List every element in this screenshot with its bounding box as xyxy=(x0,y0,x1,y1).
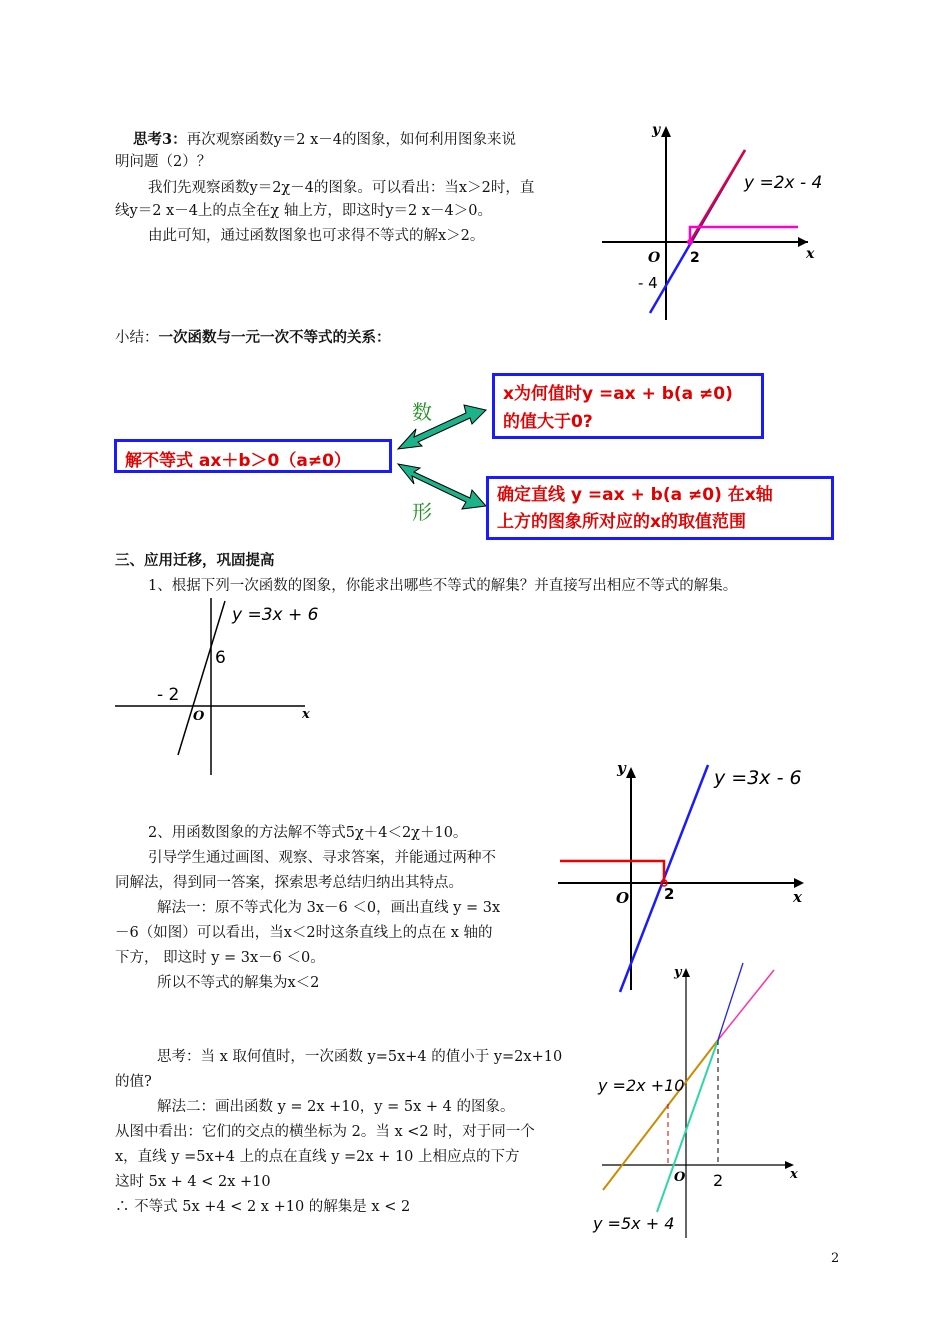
line-equation: y =2x - 4 xyxy=(744,173,823,193)
y-tick-6: 6 xyxy=(215,648,226,668)
origin-label: O xyxy=(674,1170,686,1185)
think-line5: x，直线 y =5x+4 上的点在直线 y =2x + 10 上相应点的下方 xyxy=(115,1149,520,1165)
observe-line1: 我们先观察函数y＝2χ－4的图象。可以看出：当x＞2时，直 xyxy=(148,180,535,196)
origin-label: O xyxy=(193,709,205,724)
q2-line6: 下方， 即这时 y = 3x－6 ＜0。 xyxy=(115,950,325,966)
x-tick-2: 2 xyxy=(690,250,700,266)
x-tick-2: 2 xyxy=(713,1171,724,1190)
think-line7: ∴ 不等式 5x +4 < 2 x +10 的解集是 x < 2 xyxy=(115,1199,411,1215)
line-2x-plus-10 xyxy=(603,1040,718,1190)
x-label: x xyxy=(806,246,815,262)
y-label: y xyxy=(652,122,661,138)
conclusion-line: 由此可知，通过函数图象也可求得不等式的解x＞2。 xyxy=(148,228,485,244)
page-number: 2 xyxy=(831,1251,840,1266)
summary: 小结：一次函数与一元一次不等式的关系： xyxy=(115,329,391,346)
y-label: y xyxy=(617,759,626,777)
origin-label: O xyxy=(616,889,630,907)
label-number: 数 xyxy=(412,400,432,424)
observe-line2: 线y＝2 x－4上的点全在χ 轴上方，即这时y＝2 x－4＞0。 xyxy=(115,203,492,219)
q2-line1: 2、用函数图象的方法解不等式5χ＋4＜2χ＋10。 xyxy=(148,825,468,841)
line-5x-plus-4 xyxy=(657,1040,718,1212)
section3-heading: 三、应用迁移，巩固提高 xyxy=(115,552,275,569)
q2-line7: 所以不等式的解集为x＜2 xyxy=(157,975,320,991)
y-label: y xyxy=(674,965,682,980)
label-2x-plus-10: y =2x +10 xyxy=(598,1076,685,1095)
x-tick-2: 2 xyxy=(664,885,675,903)
think3-line1: 思考3：再次观察函数y＝2 x－4的图象，如何利用图象来说 xyxy=(133,131,517,148)
line-equation: y =3x - 6 xyxy=(714,767,802,789)
label-shape: 形 xyxy=(412,500,432,524)
x-tick-neg2: - 2 xyxy=(157,685,180,705)
think-line1: 思考：当 x 取何值时，一次函数 y=5x+4 的值小于 y=2x+10 xyxy=(157,1049,563,1065)
x-label: x xyxy=(793,888,802,906)
line-equation: y =3x + 6 xyxy=(232,605,319,625)
think-line4: 从图中看出：它们的交点的横坐标为 2。当 x <2 时，对于同一个 xyxy=(115,1124,535,1140)
q2-line3: 同解法，得到同一答案，探索思考总结归纳出其特点。 xyxy=(115,875,463,891)
think-line6: 这时 5x + 4 < 2x +10 xyxy=(115,1174,271,1190)
y-tick-neg4: - 4 xyxy=(638,274,658,292)
inequality-box: 解不等式 ax＋b＞0（a≠0） xyxy=(114,439,392,473)
origin-label: O xyxy=(648,250,661,266)
label-5x-plus-4: y =5x + 4 xyxy=(593,1214,675,1233)
line-5x-plus-4-upper xyxy=(718,963,743,1040)
q2-line5: －6（如图）可以看出，当x＜2时这条直线上的点在 x 轴的 xyxy=(115,925,493,941)
line-2x-plus-10-upper xyxy=(718,970,774,1040)
question-box: x为何值时y =ax + b(a ≠0) 的值大于0? xyxy=(492,373,764,439)
q2-line4: 解法一：原不等式化为 3x－6 ＜0，画出直线 y = 3x xyxy=(157,900,501,916)
think3-line2: 明问题（2）？ xyxy=(115,154,212,170)
x-label: x xyxy=(302,707,310,722)
graph-box: 确定直线 y =ax + b(a ≠0) 在x轴 上方的图象所对应的x的取值范围 xyxy=(486,476,834,540)
think-line3: 解法二：画出函数 y = 2x +10，y = 5x + 4 的图象。 xyxy=(157,1099,515,1115)
question1: 1、根据下列一次函数的图象，你能求出哪些不等式的解集？并直接写出相应不等式的解集。 xyxy=(148,578,738,594)
x-label: x xyxy=(790,1167,798,1182)
think-line2: 的值? xyxy=(115,1074,152,1090)
q2-line2: 引导学生通过画图、观察、寻求答案，并能通过两种不 xyxy=(148,850,496,866)
